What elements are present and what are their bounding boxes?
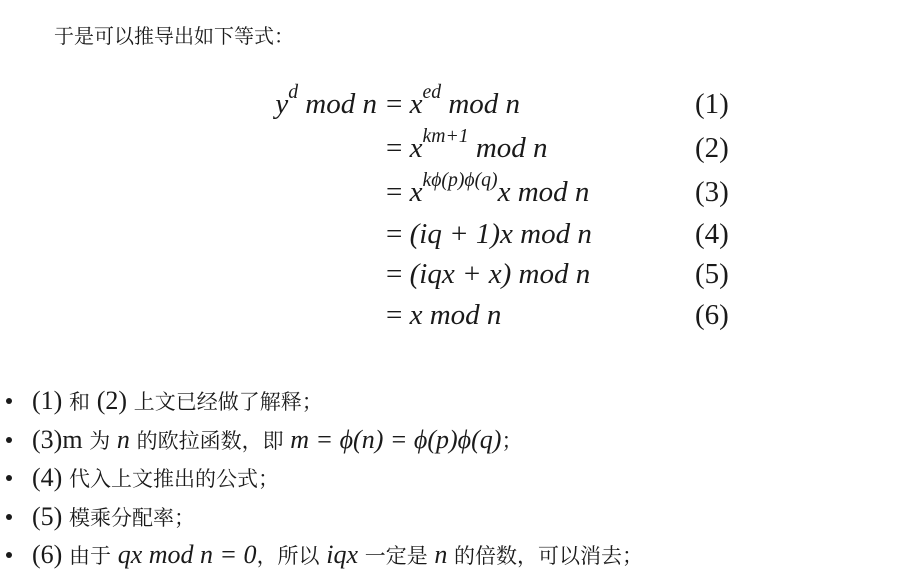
bullet-dot-icon bbox=[6, 552, 12, 558]
equation-rhs: = $x^{ed}$ mod n bbox=[386, 81, 521, 120]
equation-rhs: = $x^{km+1}$ mod n bbox=[386, 125, 548, 164]
bullet-dot-icon bbox=[6, 398, 12, 404]
equation-rhs: = (iqx + x) mod n bbox=[386, 258, 591, 290]
equation-rhs: = $x^{k\phi(p)\phi(q)}x$ mod n bbox=[386, 169, 590, 208]
equation-row-6 bbox=[0, 299, 897, 339]
equation-row-3 bbox=[0, 169, 897, 216]
equation-row-1 bbox=[0, 81, 897, 128]
equation-number: (4) bbox=[695, 218, 729, 250]
equation-rhs: = (iq + 1)x mod n bbox=[386, 218, 592, 250]
equation-number: (5) bbox=[695, 258, 729, 290]
equation-row-4 bbox=[0, 218, 897, 258]
list-item: (3)m 为 n 的欧拉函数，即 m = ϕ(n) = ϕ(p)ϕ(q)； bbox=[0, 421, 897, 460]
equation-row-5 bbox=[0, 258, 897, 298]
equation-number: (2) bbox=[695, 132, 729, 164]
bullet-dot-icon bbox=[6, 437, 12, 443]
explanation-list bbox=[0, 382, 897, 575]
equation-number: (1) bbox=[695, 88, 729, 120]
equation-number: (3) bbox=[695, 176, 729, 208]
list-item: (5) 模乘分配率； bbox=[0, 498, 897, 537]
list-item: (4) 代入上文推出的公式； bbox=[0, 459, 897, 498]
intro-text: 于是可以推导出如下等式： bbox=[54, 24, 294, 48]
bullet-dot-icon bbox=[6, 514, 12, 520]
list-item: (6) 由于 qx mod n = 0，所以 iqx 一定是 n 的倍数，可以消去； bbox=[0, 536, 897, 575]
bullet-dot-icon bbox=[6, 475, 12, 481]
equation-number: (6) bbox=[695, 299, 729, 331]
equation-row-2 bbox=[0, 125, 897, 172]
equation-rhs: = x mod n bbox=[386, 299, 502, 331]
equation-lhs: $y^d$ mod n bbox=[275, 81, 377, 120]
list-item: (1) 和 (2) 上文已经做了解释； bbox=[0, 382, 897, 421]
